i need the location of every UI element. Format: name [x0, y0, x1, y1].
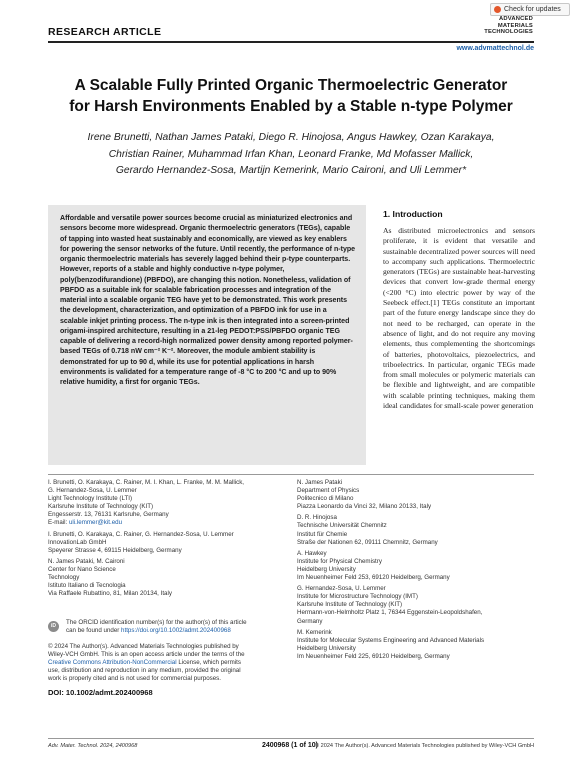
affiliation-line: Technology: [48, 574, 80, 582]
introduction-text: As distributed microelectronics and sensors proliferate, it is evident that versatile and sustainable decentralized power sources will need to accompany such applications. Thermoelectric generators (TEGs) are sustainable heat-harvesting devices that convert low-grade thermal energy (<200 °C) into electric power by way of the Seebeck effect.[1] TEGs constitute an important part of the future energy landscape since they do not need to be recharged, can operate in the absence of light, and do not require any moving elements, thus complementing the shortcomings of batteries, photovoltaics, piezoelectrics, and triboelectrics. In particular, organic TEGs made from small molecules or polymeric materials can be flexible and lightweight, and are compatible with scalable printing techniques, making them ideal candidates for small-scale power generation: [383, 226, 535, 411]
affiliation-line: Institute for Molecular Systems Engineering and Advanced Materials: [297, 636, 485, 644]
section-label: RESEARCH ARTICLE: [48, 26, 162, 38]
affiliation-line: Via Raffaele Rubattino, 81, Milan 20134, Italy: [48, 590, 172, 598]
affiliation-line: A. Hawkey: [297, 549, 327, 557]
affiliation-line: Politecnico di Milano: [297, 495, 354, 503]
corresponding-email[interactable]: E-mail: uli.lemmer@kit.edu: [48, 519, 123, 527]
affiliation-line: Germany: [297, 617, 323, 625]
orcid-icon: iD: [48, 621, 59, 632]
logo-line: MATERIALS: [497, 22, 533, 29]
article-title: [48, 75, 534, 117]
affiliation-line: Karlsruhe Institute of Technology (KIT): [48, 503, 154, 511]
journal-url-link[interactable]: www.advmattechnol.de: [456, 45, 534, 52]
affiliations-left: [48, 479, 288, 598]
header-rule: [48, 41, 534, 43]
affiliation-block: [297, 550, 537, 582]
affiliation-line: Hermann-von-Helmholtz Platz 1, 76344 Eggenstein-Leopoldshafen,: [297, 609, 483, 617]
affiliation-line: Im Neuenheimer Feld 253, 69120 Heidelberg, Germany: [297, 574, 450, 582]
license-line: © 2024 The Author(s). Advanced Materials Technologies published by: [48, 643, 239, 650]
check-for-updates-label: Check for updates: [504, 6, 561, 13]
check-for-updates-button[interactable]: [490, 3, 570, 16]
title-line: A Scalable Fully Printed Organic Thermoelectric Generator: [74, 77, 508, 94]
footer-page-number: 2400968 (1 of 10): [261, 742, 319, 749]
affiliations-rule: [48, 474, 534, 475]
affiliation-block: [48, 558, 288, 598]
author-line: Irene Brunetti, Nathan James Pataki, Diego R. Hinojosa, Angus Hawkey, Ozan Karakaya,: [87, 132, 495, 143]
affiliation-line: Heidelberg University: [297, 644, 356, 652]
affiliation-line: Piazza Leonardo da Vinci 32, Milano 20133, Italy: [297, 503, 432, 511]
affiliation-line: Center for Nano Science: [48, 565, 116, 573]
affiliation-block: [297, 629, 537, 661]
affiliation-line: I. Brunetti, O. Karakaya, C. Rainer, M. I. Khan, L. Franke, M. M. Mallick,: [48, 479, 245, 486]
affiliation-block: [297, 514, 537, 546]
affiliation-line: Speyerer Strasse 4, 69115 Heidelberg, Germany: [48, 546, 182, 554]
affiliation-line: Institute for Physical Chemistry: [297, 557, 382, 565]
affiliations-right: [297, 479, 537, 661]
affiliation-line: Technische Universität Chemnitz: [297, 522, 387, 530]
cc-license-link[interactable]: Creative Commons Attribution-NonCommercial: [48, 659, 177, 667]
author-list: [48, 130, 534, 180]
affiliation-line: Light Technology Institute (LTI): [48, 495, 133, 503]
affiliation-block: [297, 479, 537, 511]
affiliation-block: [48, 479, 288, 528]
affiliation-line: Istituto Italiano di Tecnologia: [48, 582, 126, 590]
affiliation-line: Karlsruhe Institute of Technology (KIT): [297, 601, 403, 609]
affiliation-line: Institute for Microstructure Technology (IMT): [297, 593, 418, 601]
abstract-text: Affordable and versatile power sources become crucial as miniaturized electronics and sensors become more widespread. Organic thermoelectric generators (TEGs), capable of tapping into wasted heat sustainably and economically, are viewed as key enablers for powering the sensor networks of the future. Until recently, the performance of n-type organic thermoelectric materials has severely lagged behind their p-type counterparts. However, reports of a stable and highly conductive n-type polymer, poly(benzodifurandione) (PBFDO), are changing this notion. Nonetheless, validation of PBFDO as a suitable ink for scalable fabrication processes and integration of the material into a scalable organic TEG have yet to be demonstrated. This work presents the development, characterization, and optimization of a PBFDO ink for use in a scalable inkjet printing process. The n-type ink is then integrated into a screen-printed origami-inspired architecture, resulting in a 21-leg PEDOT:PSS/PBFDO organic TEG capable of delivering a record-high normalized power density among reported polymer-based TEGs of 0.718 nW cm⁻² K⁻². Moreover, the module ambient stability is demonstrated for up to 90 d, while its use for potential applications in harsh environments is validated for a temperature range of -8 °C to 200 °C and up to 90% relative humidity, a first for organic TEGs.: [60, 215, 356, 386]
abstract-box: [48, 205, 366, 465]
footer-copyright: © 2024 The Author(s). Advanced Materials Technologies published by Wiley-VCH GmbH: [314, 743, 534, 749]
affiliation-line: N. James Pataki, M. Caironi: [48, 557, 125, 565]
license-line: License, which permits: [176, 659, 241, 667]
crossmark-icon: [494, 6, 501, 13]
author-line: Gerardo Hernandez-Sosa, Martijn Kemerink, Mario Caironi, and Uli Lemmer*: [115, 165, 467, 176]
affiliation-line: Heidelberg University: [297, 565, 356, 573]
footer-rule: [48, 738, 534, 739]
affiliation-line: Engesserstr. 13, 76131 Karlsruhe, Germany: [48, 511, 169, 519]
orcid-doi-link[interactable]: https://doi.org/10.1002/admt.202400968: [121, 627, 231, 635]
affiliation-line: M. Kemerink: [297, 628, 332, 636]
orcid-line: The ORCID identification number(s) for the author(s) of this article: [66, 619, 247, 626]
footer-journal: Adv. Mater. Technol. 2024, 2400968: [48, 743, 138, 749]
journal-logo: [473, 16, 533, 36]
orcid-prefix: can be found under: [66, 627, 122, 635]
affiliation-line: G. Hernandez-Sosa, U. Lemmer: [48, 487, 137, 495]
affiliation-line: InnovationLab GmbH: [48, 538, 107, 546]
title-line: for Harsh Environments Enabled by a Stable n-type Polymer: [69, 98, 513, 115]
introduction-heading: 1. Introduction: [383, 209, 443, 219]
license-line: Wiley-VCH GmbH. This is an open access article under the terms of the: [48, 651, 245, 659]
affiliation-line: Department of Physics: [297, 487, 360, 495]
affiliation-line: D. R. Hinojosa: [297, 514, 337, 522]
affiliation-line: N. James Pataki: [297, 479, 343, 486]
license-line: use, distribution and reproduction in any medium, provided the original: [48, 667, 241, 675]
author-line: Christian Rainer, Muhammad Irfan Khan, Leonard Franke, Md Mofasser Mallick,: [108, 148, 474, 160]
affiliation-line: G. Hernandez-Sosa, U. Lemmer: [297, 585, 386, 593]
affiliation-line: Straße der Nationen 62, 09111 Chemnitz, Germany: [297, 538, 438, 546]
logo-line: ADVANCED: [498, 16, 533, 22]
affiliation-line: I. Brunetti, O. Karakaya, C. Rainer, G. Hernandez-Sosa, U. Lemmer: [48, 530, 234, 538]
affiliation-block: [297, 585, 537, 625]
affiliation-line: Institut für Chemie: [297, 530, 348, 538]
affiliation-block: [48, 531, 288, 555]
article-doi: DOI: 10.1002/admt.202400968: [48, 688, 153, 697]
logo-line: TECHNOLOGIES: [484, 29, 533, 35]
orcid-note: [66, 619, 288, 635]
license-note: [48, 643, 288, 683]
license-line: work is properly cited and is not used for commercial purposes.: [48, 675, 221, 683]
affiliation-line: Im Neuenheimer Feld 225, 69120 Heidelberg, Germany: [297, 652, 450, 660]
